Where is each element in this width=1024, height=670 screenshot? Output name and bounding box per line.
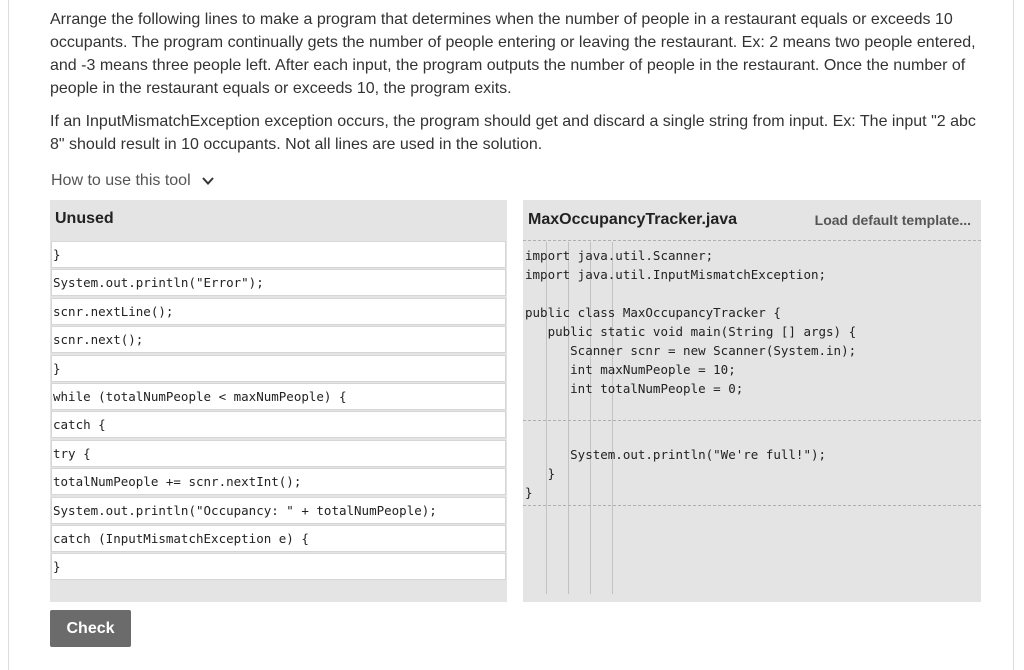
indent-guide <box>612 242 613 594</box>
code-block[interactable]: try { <box>51 440 506 467</box>
code-line: } <box>525 485 533 500</box>
code-line: int totalNumPeople = 0; <box>525 381 744 396</box>
code-block[interactable]: System.out.println("Error"); <box>51 269 506 296</box>
drop-zone-divider <box>523 505 981 506</box>
code-editor-panel <box>523 200 981 602</box>
code-line: Scanner scnr = new Scanner(System.in); <box>525 343 857 358</box>
code-block[interactable]: catch (InputMismatchException e) { <box>51 525 506 552</box>
drop-zone-divider <box>523 420 981 421</box>
instructions-paragraph-1: Arrange the following lines to make a program that determines when the number of people in a restaurant equals or exceeds 10 occupants. The program continually gets the number of people entering or leaving the restaurant. Ex: 2 means two people entered, and -3 means three people left. After each input, the program outputs the number of people in the restaurant. Once the number of people in the restaurant equals or exceeds 10, the program exits. <box>50 11 976 97</box>
code-block[interactable]: } <box>51 355 506 382</box>
code-line: public static void main(String [] args) { <box>525 324 857 339</box>
indent-guide <box>546 242 547 594</box>
code-line: int maxNumPeople = 10; <box>525 362 736 377</box>
code-block[interactable]: while (totalNumPeople < maxNumPeople) { <box>51 383 506 410</box>
code-block[interactable]: } <box>51 241 506 268</box>
code-block[interactable]: totalNumPeople += scnr.nextInt(); <box>51 468 506 495</box>
code-line: public class MaxOccupancyTracker { <box>525 305 781 320</box>
code-block[interactable]: } <box>51 553 506 580</box>
code-line: System.out.println("We're full!"); <box>525 447 827 462</box>
unused-title: Unused <box>55 210 114 227</box>
load-default-template-button[interactable]: Load default template... <box>814 212 971 228</box>
code-block[interactable]: System.out.println("Occupancy: " + totalNumPeople); <box>51 497 506 524</box>
instructions-paragraph-2: If an InputMismatchException exception occurs, the program should get and discard a single string from input. Ex: The input "2 abc 8" should result in 10 occupants. Not all lines are used in the solution. <box>50 113 976 153</box>
indent-guide <box>568 242 569 594</box>
unused-block-list <box>51 241 506 582</box>
code-block[interactable]: catch { <box>51 411 506 438</box>
unused-panel <box>50 200 507 602</box>
code-block[interactable]: scnr.next(); <box>51 326 506 353</box>
check-button[interactable]: Check <box>50 610 131 647</box>
code-line: import java.util.InputMismatchException; <box>525 267 827 282</box>
file-name: MaxOccupancyTracker.java <box>528 211 738 228</box>
indent-guide <box>590 242 591 594</box>
code-line: } <box>525 466 556 481</box>
code-block[interactable]: scnr.nextLine(); <box>51 298 506 325</box>
chevron-down-icon <box>201 174 215 188</box>
how-to-use-toggle[interactable] <box>51 172 215 190</box>
editor-divider <box>523 240 981 241</box>
how-to-use-label: How to use this tool <box>51 172 191 189</box>
code-line: import java.util.Scanner; <box>525 248 714 263</box>
